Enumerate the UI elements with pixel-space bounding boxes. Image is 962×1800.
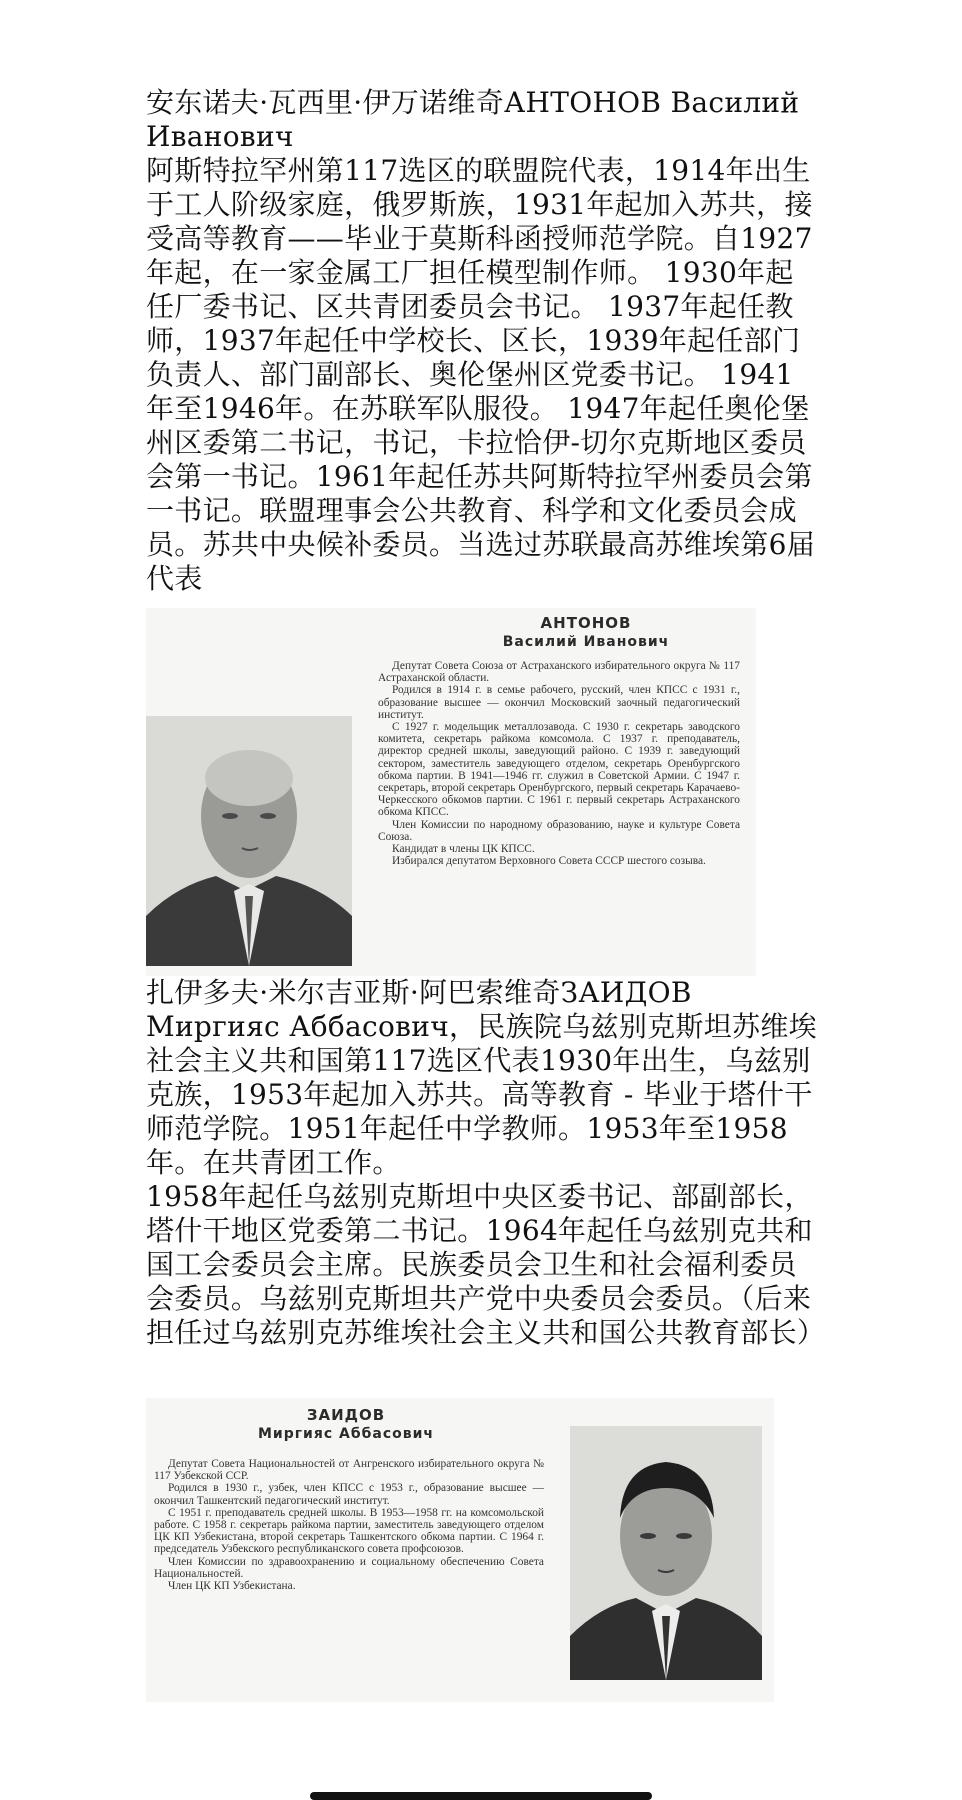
entry1-scan-given: Василий Иванович (502, 634, 670, 650)
entry2-text: 1958年起任乌兹别克斯坦中央区委书记、部副部长，塔什干地区党委第二书记。1964年起任乌兹别克共和国工会委员会主席。民族委员会卫生和社会福利委员会委员。乌兹别克斯坦共产党中央委员会委员。（后来担任过乌兹别克苏维埃社会主义共和国公共教育部长） (146, 1180, 826, 1349)
entry2-scan-given: Миргияс Аббасович (257, 1426, 435, 1442)
entry2-heading: 扎伊多夫·米尔吉亚斯·阿巴索维奇ЗАИДОВ Миргияс Аббасович，民族院乌兹别克斯坦苏维埃社会主义共和国第117选区代表1930年出生，乌兹别克族，1953年起加入苏共。高等教育 - 毕业于塔什干师范学院。1951年起任中学教师。1953年至1958年。在共青团工作。 (146, 976, 817, 1179)
entry1-scan-paragraph: Депутат Совета Союза от Астраханского избирательного округа № 117 Астраханской области. (378, 660, 740, 685)
entry2-scan-paragraph: Депутат Совета Национальностей от Ангренского избирательного округа № 117 Узбекской ССР. (154, 1458, 544, 1483)
entry2-scan-surname: ЗАИДОВ (306, 1406, 386, 1424)
entry2-scan-text (154, 1458, 544, 1592)
entry2-scan-paragraph: Член Комиссии по здравоохранению и социальному обеспечению Совета Национальностей. (154, 1555, 544, 1580)
entry1-portrait-photo (146, 716, 352, 966)
entry1-scan-paragraph: Член Комиссии по народному образованию, науке и культуре Совета Союза. (378, 818, 740, 843)
entry1-scan-paragraph: Родился в 1914 г. в семье рабочего, русский, член КПСС с 1931 г., образование высшее — окончил Московский заочный педагогический институт. (378, 684, 740, 721)
entry1-scan-paragraph: Кандидат в члены ЦК КПСС. (392, 843, 535, 856)
entry1-scan (146, 608, 756, 976)
entry1-scan-paragraph: С 1927 г. модельщик металлозавода. С 1930 г. секретарь заводского комитета, секретарь райкома комсомола. С 1937 г. преподаватель, директор средней школы, заведующий районо. С 1939 г. заведующий сектором, заместитель заведующего отделом, секретарь Оренбургского обкома партии. В 1941—1946 гг. служил в Советской Армии. С 1947 г. секретарь, второй секретарь Оренбургского, первый секретарь Карачаево-Черкесского обкомов партии. С 1961 г. первый секретарь Астраханского обкома КПСС. (378, 721, 740, 819)
entry2-scan (146, 1398, 774, 1702)
entry2-chinese-block (146, 976, 826, 1350)
entry1-text: 阿斯特拉罕州第117选区的联盟院代表，1914年出生于工人阶级家庭，俄罗斯族，1931年起加入苏共，接受高等教育——毕业于莫斯科函授师范学院。自1927 年起，在一家金属工厂担任模型制作师。 1930年起任厂委书记、区共青团委员会书记。 1937年起任教师，1937年起任中学校长、区长，1939年起任部门负责人、部门副部长、奥伦堡州区党委书记。 1941年至1946年。在苏联军队服役。 1947年起任奥伦堡州区委第二书记，书记，卡拉恰伊-切尔克斯地区委员会第一书记。1961年起任苏共阿斯特拉罕州委员会第一书记。联盟理事会公共教育、科学和文化委员会成员。苏共中央候补委员。当选过苏联最高苏维埃第6届代表 (146, 154, 816, 595)
entry1-scan-surname: АНТОНОВ (540, 614, 632, 632)
home-indicator[interactable] (310, 1792, 652, 1800)
entry2-scan-paragraph: Родился в 1930 г., узбек, член КПСС с 1953 г., образование высшее — окончил Ташкентский педагогический институт. (154, 1482, 544, 1507)
entry1-chinese-block (146, 86, 818, 596)
entry2-portrait-photo (570, 1426, 762, 1680)
entry1-scan-heading (436, 614, 736, 650)
entry1-scan-text (378, 660, 740, 867)
entry1-heading: 安东诺夫·瓦西里·伊万诺维奇АНТОНОВ Василий Иванович (146, 86, 800, 153)
entry1-scan-paragraph: Избирался депутатом Верховного Совета СССР шестого созыва. (392, 855, 706, 868)
entry2-scan-paragraph: Член ЦК КП Узбекистана. (168, 1580, 296, 1593)
entry2-scan-paragraph: С 1951 г. преподаватель средней школы. В 1953—1958 гг. на комсомольской работе. С 1958 г. секретарь райкома партии, заместитель заведующего отделом ЦК КП Узбекистана, второй секретарь Ташкентского обкома партии. С 1964 г. председатель Узбекского республиканского совета профсоюзов. (154, 1506, 544, 1556)
entry2-scan-heading (196, 1406, 496, 1442)
